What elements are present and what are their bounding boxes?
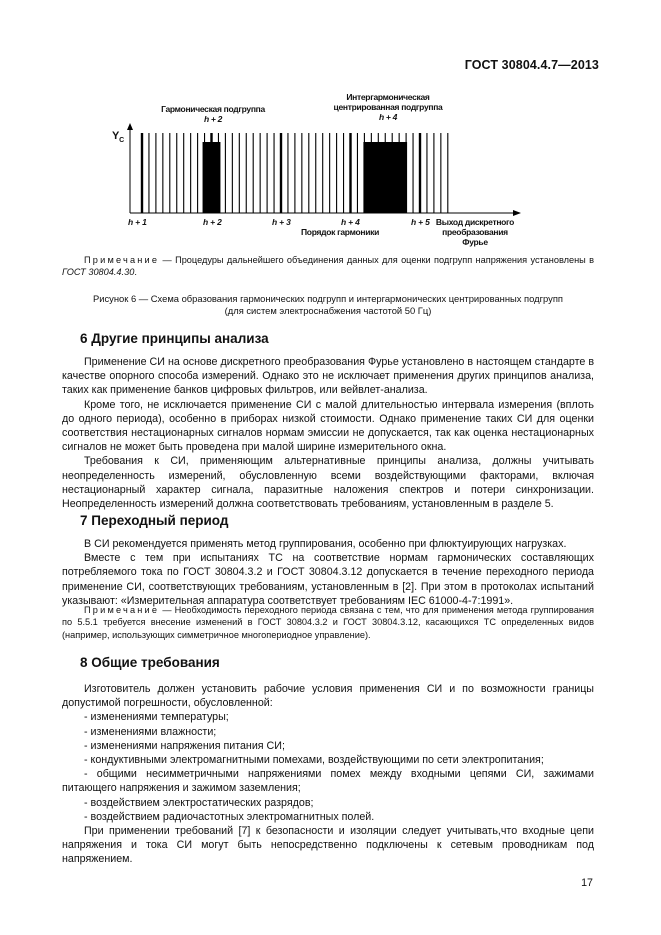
- section-8-body: [62, 682, 594, 867]
- x-tick-h2: h + 2: [203, 217, 222, 227]
- caption-line-2: (для систем электроснабжения частотой 50 Гц): [224, 305, 432, 317]
- x-axis-title: Порядок гармоники: [301, 227, 379, 237]
- list-item: - изменениями влажности;: [84, 725, 217, 738]
- section-6-paragraph-3: Требования к СИ, применяющим альтернативные принципы анализа, должны учитывать неопределенность измерений, обусловленную всеми воздействующими факторами, включая нестационарный характер сигнала, паразитные наложения спектров и потери синхронизации. Неопределенность измерений должна соответствовать требованиям, установленным в разделе 5.: [62, 455, 594, 511]
- section-7-body: [62, 537, 594, 608]
- dft-output-label-2: преобразования: [442, 227, 508, 237]
- figure-note: [62, 254, 594, 279]
- list-item: - изменениями напряжения питания СИ;: [84, 739, 285, 752]
- figure-6: [100, 80, 600, 260]
- section-6-body: [62, 355, 594, 511]
- x-tick-h4: h + 4: [341, 217, 360, 227]
- dft-output-label: [434, 217, 516, 247]
- note-text: — Необходимость переходного периода связана с тем, что для применения метода группирования по 5.5.1 требуется внесение изменений в ГОСТ 30804.3.2 и ГОСТ 30804.3.12, касающихся ТС определенных видов (например, использующих симметричное многопериодное управление).: [62, 605, 594, 640]
- list-item: - общими несимметричными напряжениями помех между входными цепями СИ, зажимами питающего напряжения и зажимом заземления;: [62, 768, 594, 795]
- x-tick-h5: h + 5: [411, 217, 430, 227]
- interharmonic-subgroup-label: [318, 92, 458, 122]
- interharmonic-subgroup-index: h + 4: [378, 112, 398, 122]
- x-tick-h3: h + 3: [272, 217, 291, 227]
- section-8-heading: 8 Общие требования: [80, 655, 220, 670]
- interharmonic-subgroup-title-2: центрированная подгруппа: [333, 102, 443, 112]
- figure-caption: [62, 293, 594, 318]
- list-item: - кондуктивными электромагнитными помехами, воздействующими по сети электропитания;: [84, 754, 544, 767]
- y-axis-label: [112, 130, 124, 144]
- note-label: Примечание: [84, 255, 160, 265]
- list-item: - изменениями температуры;: [84, 711, 229, 724]
- dft-output-label-3: Фурье: [462, 237, 488, 247]
- section-6-heading: 6 Другие принципы анализа: [80, 331, 269, 346]
- section-6-paragraph-1: Применение СИ на основе дискретного преобразования Фурье установлено в настоящем стандарте в качестве опорного способа измерений. Однако это не исключает применения других принципов анализа, таких как применение банков цифровых фильтров, или вейвлет-анализа.: [62, 356, 594, 397]
- document-id: ГОСТ 30804.4.7—2013: [464, 58, 599, 72]
- harmonic-subgroup-title: Гармоническая подгруппа: [161, 104, 265, 114]
- section-8-paragraph-1: Изготовитель должен установить рабочие условия применения СИ и по возможности границы допустимой погрешности, обусловленной:: [62, 683, 594, 710]
- note-reference: ГОСТ 30804.4.30: [62, 267, 135, 278]
- harmonic-subgroup-label: [148, 104, 278, 124]
- harmonic-subgroup-index: h + 2: [203, 114, 223, 124]
- section-6-paragraph-2: Кроме того, не исключается применение СИ с малой длительностью интервала измерения (вплоть до одного периода), особенно в приборах низкой стоимости. Однако применение таких СИ для оценки соответствия нестационарных сигналов нормам эмиссии не допускается, так как оценка нестационарных сигналов не может быть проведена при малой ширине измерительного окна.: [62, 398, 594, 454]
- section-7-heading: 7 Переходный период: [80, 513, 229, 528]
- dft-output-label-1: Выход дискретного: [435, 217, 515, 227]
- note-label: Примечание: [84, 605, 160, 615]
- caption-line-1: Рисунок 6 — Схема образования гармонических подгрупп и интергармонических центрированных подгрупп: [93, 293, 563, 304]
- y-axis-symbol: Y: [112, 130, 120, 142]
- section-7-paragraph-1: В СИ рекомендуется применять метод группирования, особенно при флюктуирующих нагрузках.: [84, 538, 567, 550]
- note-text: — Процедуры дальнейшего объединения данных для оценки подгрупп напряжения установлены в: [159, 255, 594, 265]
- note-end: .: [134, 267, 137, 278]
- x-tick-h1: h + 1: [128, 217, 147, 227]
- interharmonic-subgroup-title-1: Интергармоническая: [346, 92, 430, 102]
- list-item: - воздействием электростатических разрядов;: [84, 796, 314, 809]
- page-number: 17: [581, 877, 593, 889]
- section-7-paragraph-2: Вместе с тем при испытаниях ТС на соответствие нормам гармонических составляющих потребляемого тока по ГОСТ 30804.3.2 и ГОСТ 30804.3.12 допускается в течение переходного периода применение СИ, соответствующих требованиям, установленным в [2]. При этом в протоколах испытаний указывают: «Измерительная аппаратура соответствует требованиям IEC 61000-4-7:1991».: [62, 552, 594, 607]
- section-7-note: [62, 604, 594, 641]
- y-axis-subscript: C: [119, 137, 124, 145]
- list-item: - воздействием радиочастотных электромагнитных полей.: [84, 810, 375, 823]
- section-8-paragraph-2: При применении требований [7] к безопасности и изоляции следует учитывать,что входные цепи напряжения и тока СИ могут быть непосредственно подключены к сетевым проводникам под напряжением.: [62, 825, 594, 866]
